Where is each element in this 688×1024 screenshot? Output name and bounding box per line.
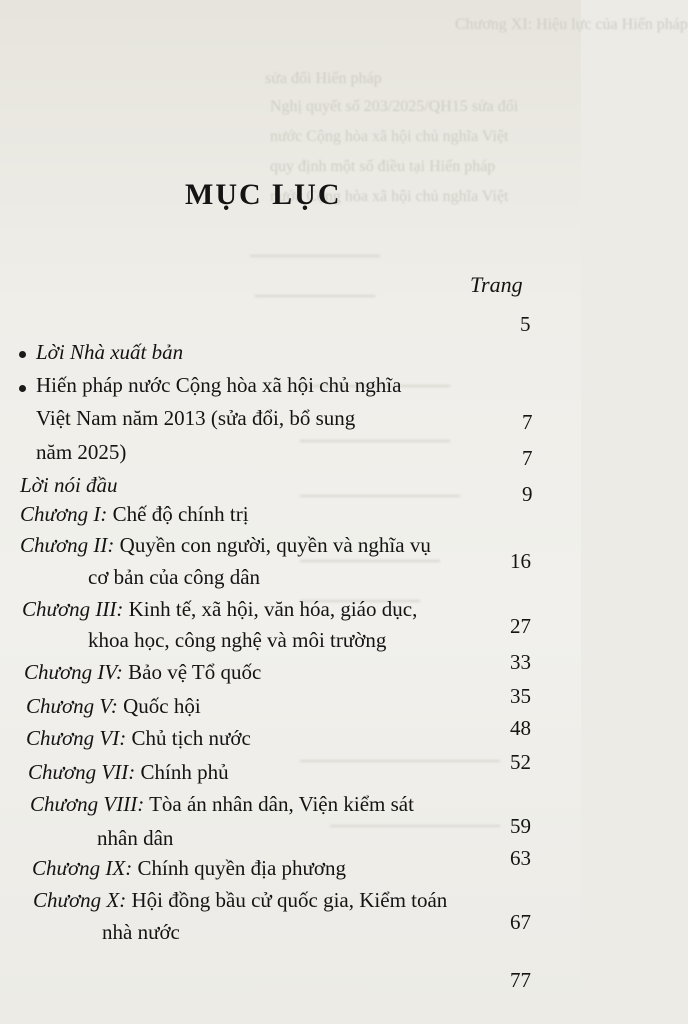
chapter-label: Chương III: bbox=[22, 597, 124, 621]
chapter-label: Chương VI: bbox=[26, 726, 127, 750]
toc-page-number: 59 bbox=[510, 814, 531, 838]
toc-entry-text: Hiến pháp nước Cộng hòa xã hội chủ nghĩa bbox=[36, 373, 402, 397]
bleed-through-text: nước Cộng hòa xã hội chủ nghĩa Việt bbox=[270, 128, 509, 145]
chapter-label: Chương V: bbox=[26, 694, 118, 718]
toc-entry-text: Bảo vệ Tổ quốc bbox=[122, 660, 262, 684]
bleed-through-text: Chương XI: Hiệu lực của Hiến pháp bbox=[455, 16, 688, 33]
toc-page-number: 5 bbox=[520, 312, 531, 336]
toc-entry bbox=[32, 856, 346, 881]
toc-page-number: 48 bbox=[510, 716, 531, 740]
toc-page-number: 7 bbox=[522, 410, 533, 434]
bullet-icon bbox=[19, 351, 26, 358]
toc-entry bbox=[20, 533, 431, 558]
toc-entry bbox=[30, 792, 414, 817]
toc-entry bbox=[24, 660, 261, 685]
page-column-header: Trang bbox=[470, 272, 523, 297]
toc-page-number: 9 bbox=[522, 482, 533, 506]
toc-entry-text-continued: nhà nước bbox=[102, 920, 180, 944]
toc-entry bbox=[20, 502, 249, 527]
bleed-through-mark bbox=[330, 825, 500, 827]
toc-page-number: 77 bbox=[510, 968, 531, 992]
chapter-label: Chương IX: bbox=[32, 856, 133, 880]
toc-entry-text: Chính quyền địa phương bbox=[132, 856, 347, 880]
toc-page-number: 67 bbox=[510, 910, 531, 934]
chapter-label: Chương IV: bbox=[24, 660, 123, 684]
bleed-through-mark bbox=[300, 560, 440, 562]
toc-page-number: 33 bbox=[510, 650, 531, 674]
bleed-through-text: Nghị quyết số 203/2025/QH15 sửa đổi bbox=[270, 98, 519, 115]
toc-entry bbox=[26, 726, 251, 751]
chapter-label: Chương VIII: bbox=[30, 792, 145, 816]
page-title: MỤC LỤC bbox=[185, 178, 342, 211]
chapter-label: Chương II: bbox=[20, 533, 115, 557]
bullet-icon bbox=[19, 385, 26, 392]
toc-page-number: 7 bbox=[522, 446, 533, 470]
toc-page-number: 52 bbox=[510, 750, 531, 774]
bleed-through-mark bbox=[300, 440, 450, 442]
toc-entry-text-continued: năm 2025) bbox=[36, 440, 127, 464]
toc-entry-text-continued: cơ bản của công dân bbox=[88, 565, 261, 589]
toc-page-number: 63 bbox=[510, 846, 531, 870]
toc-entry-text-continued: Việt Nam năm 2013 (sửa đổi, bổ sung bbox=[36, 406, 356, 430]
toc-page-number: 35 bbox=[510, 684, 531, 708]
toc-page-number: 27 bbox=[510, 614, 531, 638]
toc-entry-text: Quyền con người, quyền và nghĩa vụ bbox=[114, 533, 431, 557]
toc-entry-text: Quốc hội bbox=[117, 694, 201, 718]
toc-entry bbox=[22, 597, 417, 622]
chapter-label: Chương X: bbox=[33, 888, 127, 912]
toc-entry-text-continued: nhân dân bbox=[97, 826, 174, 850]
toc-entry-text: Chính phủ bbox=[135, 760, 229, 784]
toc-entry-text: Lời nói đầu bbox=[20, 473, 118, 497]
chapter-label: Chương I: bbox=[20, 502, 108, 526]
toc-entry-text: Chế độ chính trị bbox=[107, 502, 249, 526]
toc-entry-text: Kinh tế, xã hội, văn hóa, giáo dục, bbox=[123, 597, 418, 621]
toc-page-number: 16 bbox=[510, 549, 531, 573]
bleed-through-mark bbox=[300, 495, 460, 497]
bleed-through-mark bbox=[255, 295, 375, 297]
toc-entry bbox=[28, 760, 229, 785]
bleed-through-mark bbox=[250, 255, 380, 257]
bleed-through-text: sửa đổi Hiến pháp bbox=[265, 70, 382, 87]
toc-entry-text: Tòa án nhân dân, Viện kiểm sát bbox=[144, 792, 414, 816]
toc-entry-text: Lời Nhà xuất bản bbox=[36, 340, 184, 364]
toc-entry-text: Hội đồng bầu cử quốc gia, Kiểm toán bbox=[126, 888, 448, 912]
bleed-through-mark bbox=[300, 760, 500, 762]
toc-entry bbox=[26, 694, 201, 719]
toc-entry-text: Chủ tịch nước bbox=[126, 726, 251, 750]
toc-entry bbox=[33, 888, 447, 913]
chapter-label: Chương VII: bbox=[28, 760, 136, 784]
bleed-through-text: nước Cộng hòa xã hội chủ nghĩa Việt bbox=[270, 188, 509, 205]
toc-entry-text-continued: khoa học, công nghệ và môi trường bbox=[88, 628, 387, 652]
bleed-through-text: quy định một số điều tại Hiến pháp bbox=[270, 158, 496, 175]
